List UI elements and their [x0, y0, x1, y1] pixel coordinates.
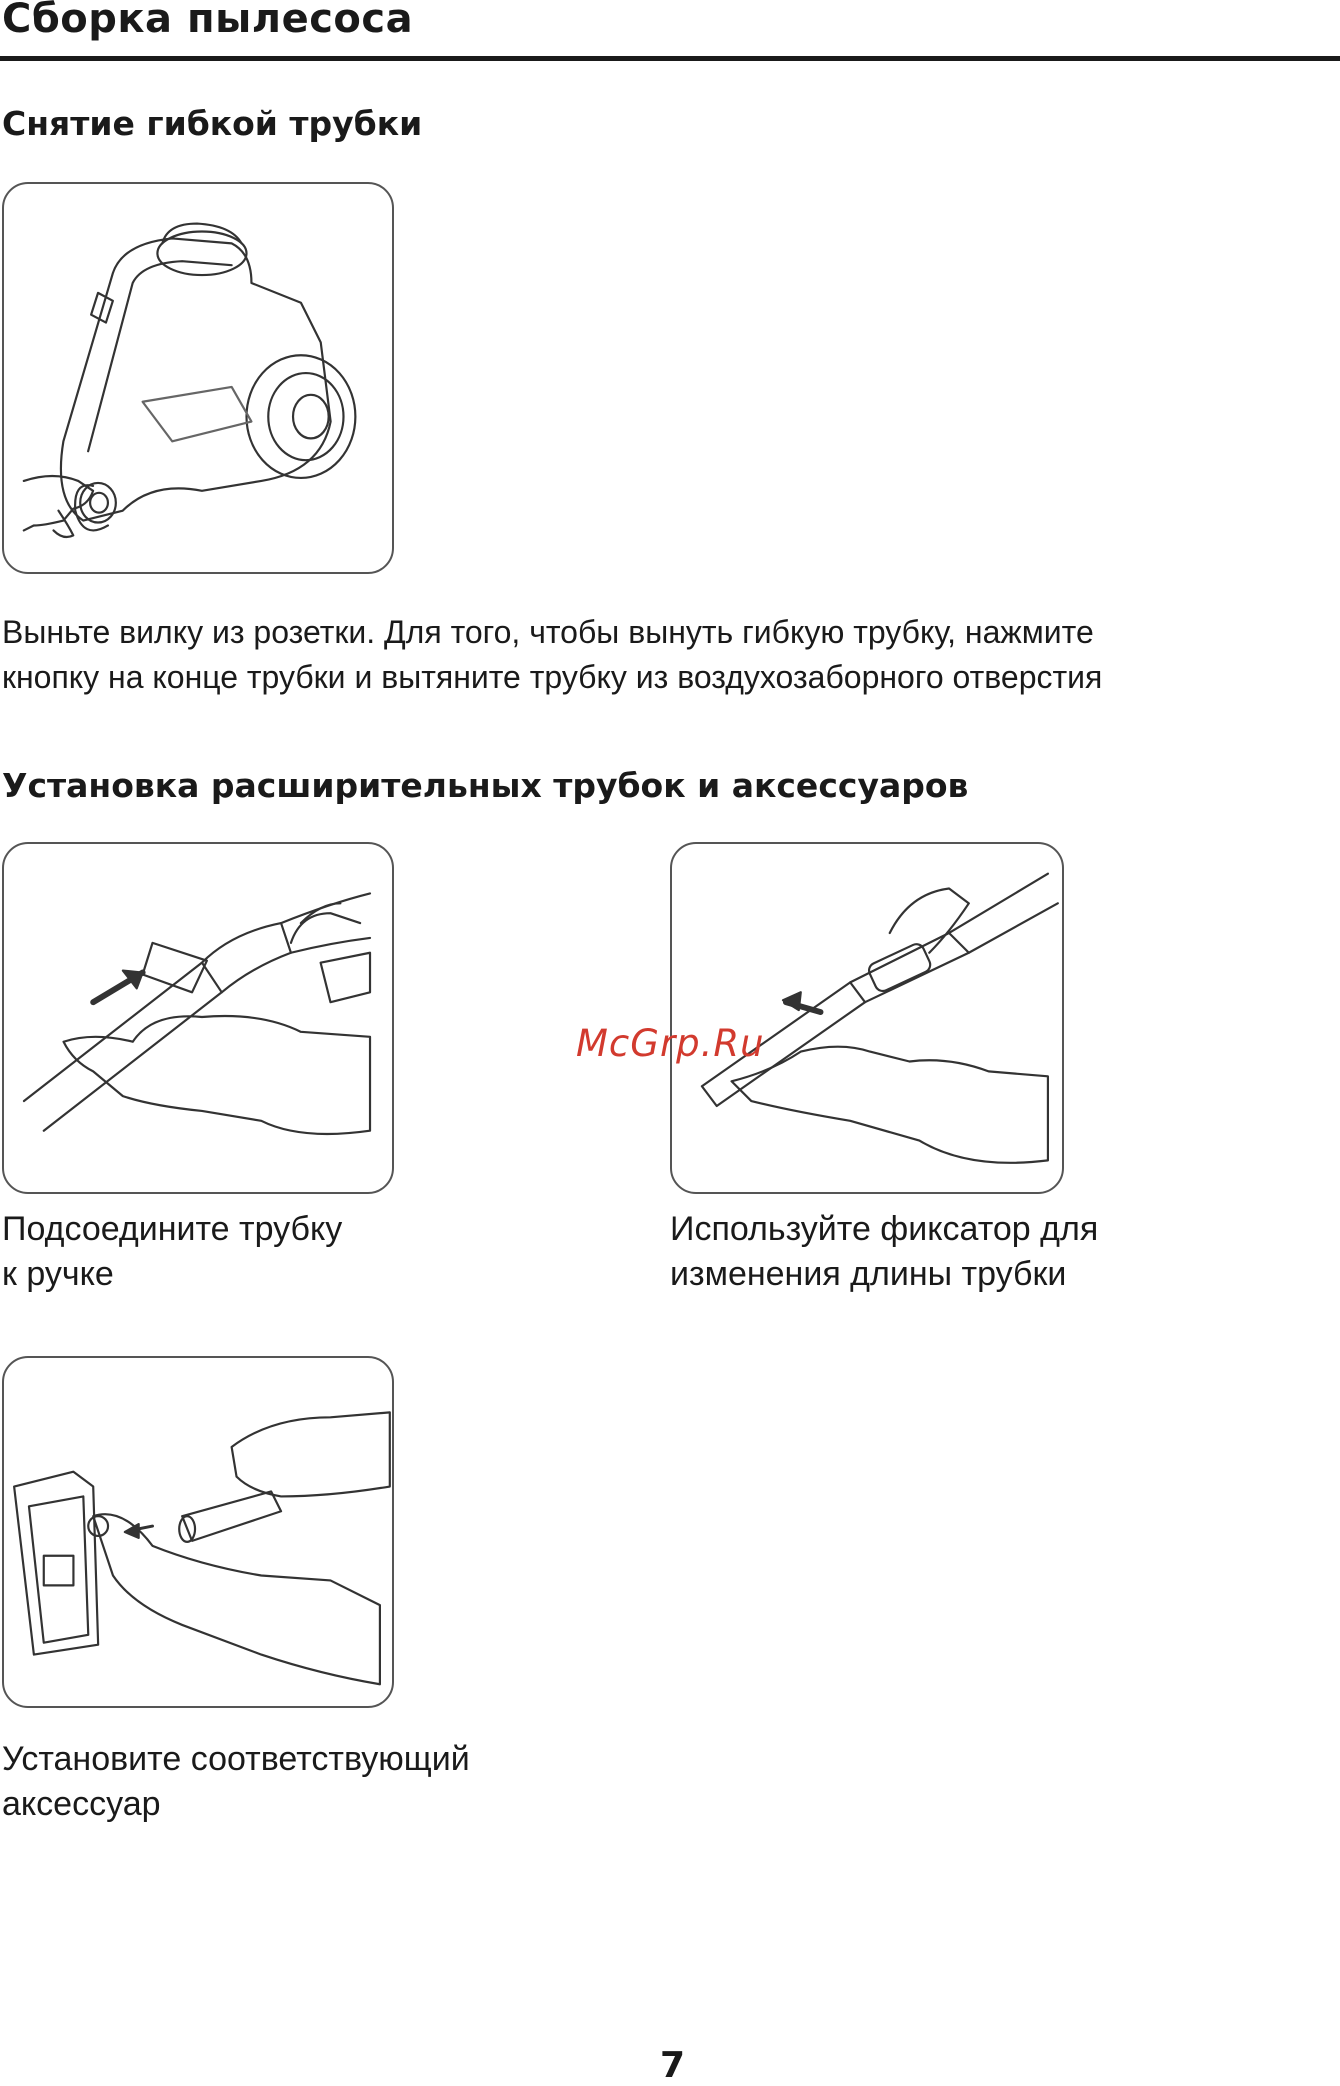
section-heading-install-tubes: Установка расширительных трубок и аксессуаров [2, 766, 969, 805]
remove-hose-instructions [2, 610, 1102, 700]
section-heading-remove-hose: Снятие гибкой трубки [2, 104, 423, 143]
vacuum-hose-removal-illustration [2, 182, 394, 574]
step-caption-accessory [2, 1737, 470, 1827]
step-caption-adjust [670, 1207, 1098, 1297]
instruction-line: кнопку на конце трубки и вытяните трубку из воздухозаборного отверстия [2, 659, 1103, 695]
caption-line: аксессуар [2, 1785, 161, 1823]
caption-line: изменения длины трубки [670, 1255, 1067, 1293]
caption-line: к ручке [2, 1255, 114, 1293]
page-title: Сборка пылесоса [2, 0, 414, 42]
watermark-text: McGrp.Ru [576, 1022, 765, 1065]
attach-accessory-illustration [2, 1356, 394, 1708]
adjust-tube-length-illustration [670, 842, 1064, 1194]
caption-line: Подсоедините трубку [2, 1210, 343, 1248]
caption-line: Используйте фиксатор для [670, 1210, 1099, 1248]
connect-tube-to-handle-illustration [2, 842, 394, 1194]
step-caption-connect [2, 1207, 342, 1297]
instruction-line: Выньте вилку из розетки. Для того, чтобы вынуть гибкую трубку, нажмите [2, 614, 1094, 650]
page-number: 7 [660, 2045, 686, 2086]
caption-line: Установите соответствующий [2, 1740, 470, 1778]
title-divider [0, 56, 1340, 61]
